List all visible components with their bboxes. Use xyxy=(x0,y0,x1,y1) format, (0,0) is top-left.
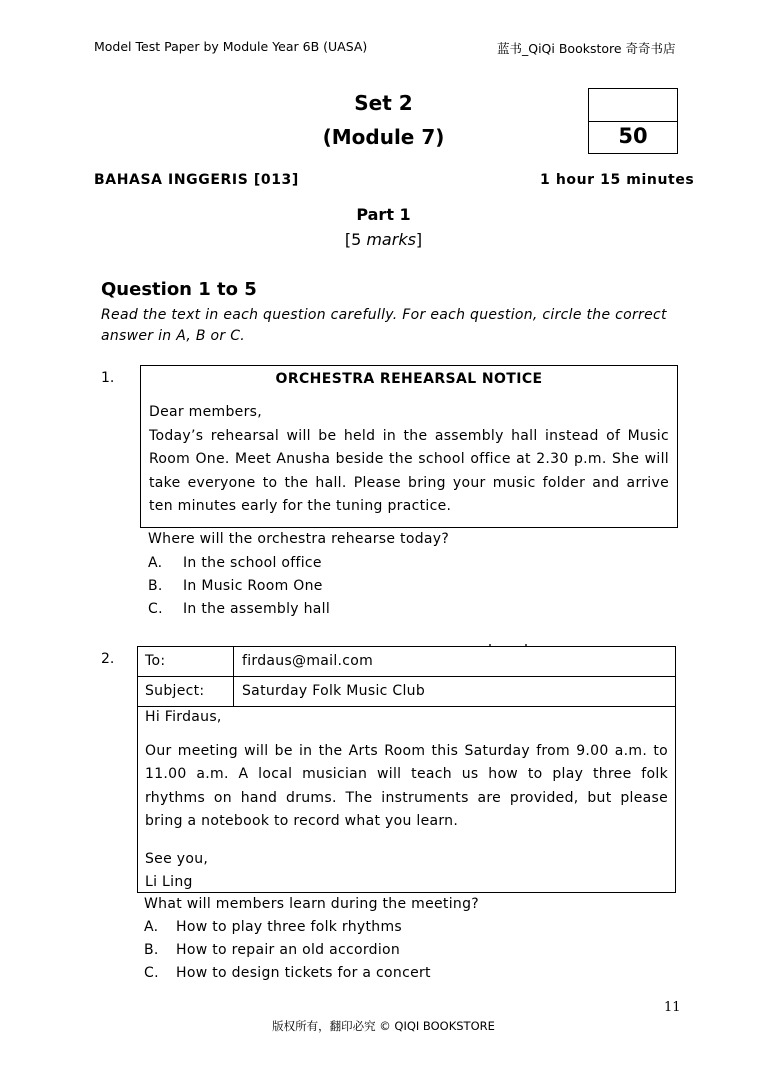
q1-option-c[interactable]: C. In the assembly hall xyxy=(148,601,331,617)
module-title: (Module 7) xyxy=(322,125,445,149)
question-2-number: 2. xyxy=(101,651,115,667)
email-box xyxy=(137,646,676,893)
q2-option-c[interactable]: C. How to design tickets for a concert xyxy=(144,965,431,981)
notice-box xyxy=(140,365,678,528)
part-title: Part 1 xyxy=(356,205,411,224)
email-greeting: Hi Firdaus, xyxy=(145,709,222,725)
instructions: Read the text in each question carefully. For each question, circle the correct answer in A, B or C. xyxy=(101,307,667,344)
q1-option-a[interactable]: A. In the school office xyxy=(148,555,322,571)
email-signature: Li Ling xyxy=(145,874,193,890)
email-to-row xyxy=(138,647,675,677)
q2-option-a[interactable]: A. How to play three folk rhythms xyxy=(144,919,402,935)
notice-body: Today’s rehearsal will be held in the assembly hall instead of Music Room One. Meet Anusha beside the school office at 2.30 p.m. She will take everyone to the hall. Please bring your music folder and arrive ten minutes early for the tuning practice. xyxy=(149,428,669,514)
header-right: 蓝书_QiQi Bookstore 奇奇书店 xyxy=(497,41,676,56)
question-2-text: What will members learn during the meeting? xyxy=(144,896,479,912)
page-number: 11 xyxy=(664,1000,681,1015)
email-closing: See you, Li Ling xyxy=(145,848,208,894)
q2-option-b[interactable]: B. How to repair an old accordion xyxy=(144,942,401,958)
subject-label: Subject: xyxy=(145,683,205,699)
q1-option-b[interactable]: B. In Music Room One xyxy=(148,578,323,594)
email-subject-row xyxy=(138,677,675,707)
footer-copyright: 版权所有，翻印必究 © QIQI BOOKSTORE xyxy=(272,1019,495,1033)
question-1-text: Where will the orchestra rehearse today? xyxy=(148,531,450,547)
score-box xyxy=(588,88,678,154)
email-body: Our meeting will be in the Arts Room this Saturday from 9.00 a.m. to 11.00 a.m. A local musician will teach us how to play three folk rhythms on hand drums. The instruments are provided, but please bring a notebook to record what you learn. xyxy=(145,743,668,829)
notice-title: ORCHESTRA REHEARSAL NOTICE xyxy=(275,371,543,387)
question-1-number: 1. xyxy=(101,370,115,386)
subject-code: BAHASA INGGERIS [013] xyxy=(94,172,299,188)
duration: 1 hour 15 minutes xyxy=(540,172,695,188)
total-score: 50 xyxy=(618,124,648,148)
set-title: Set 2 xyxy=(354,91,413,115)
to-label: To: xyxy=(145,653,166,669)
header-left: Model Test Paper by Module Year 6B (UASA) xyxy=(94,39,368,54)
to-value: firdaus@mail.com xyxy=(242,653,374,669)
subject-value: Saturday Folk Music Club xyxy=(242,683,426,699)
notice-greeting: Dear members, xyxy=(149,404,262,420)
part-marks: [5 marks] xyxy=(344,230,423,249)
question-heading: Question 1 to 5 xyxy=(101,279,257,300)
score-divider xyxy=(589,121,677,122)
